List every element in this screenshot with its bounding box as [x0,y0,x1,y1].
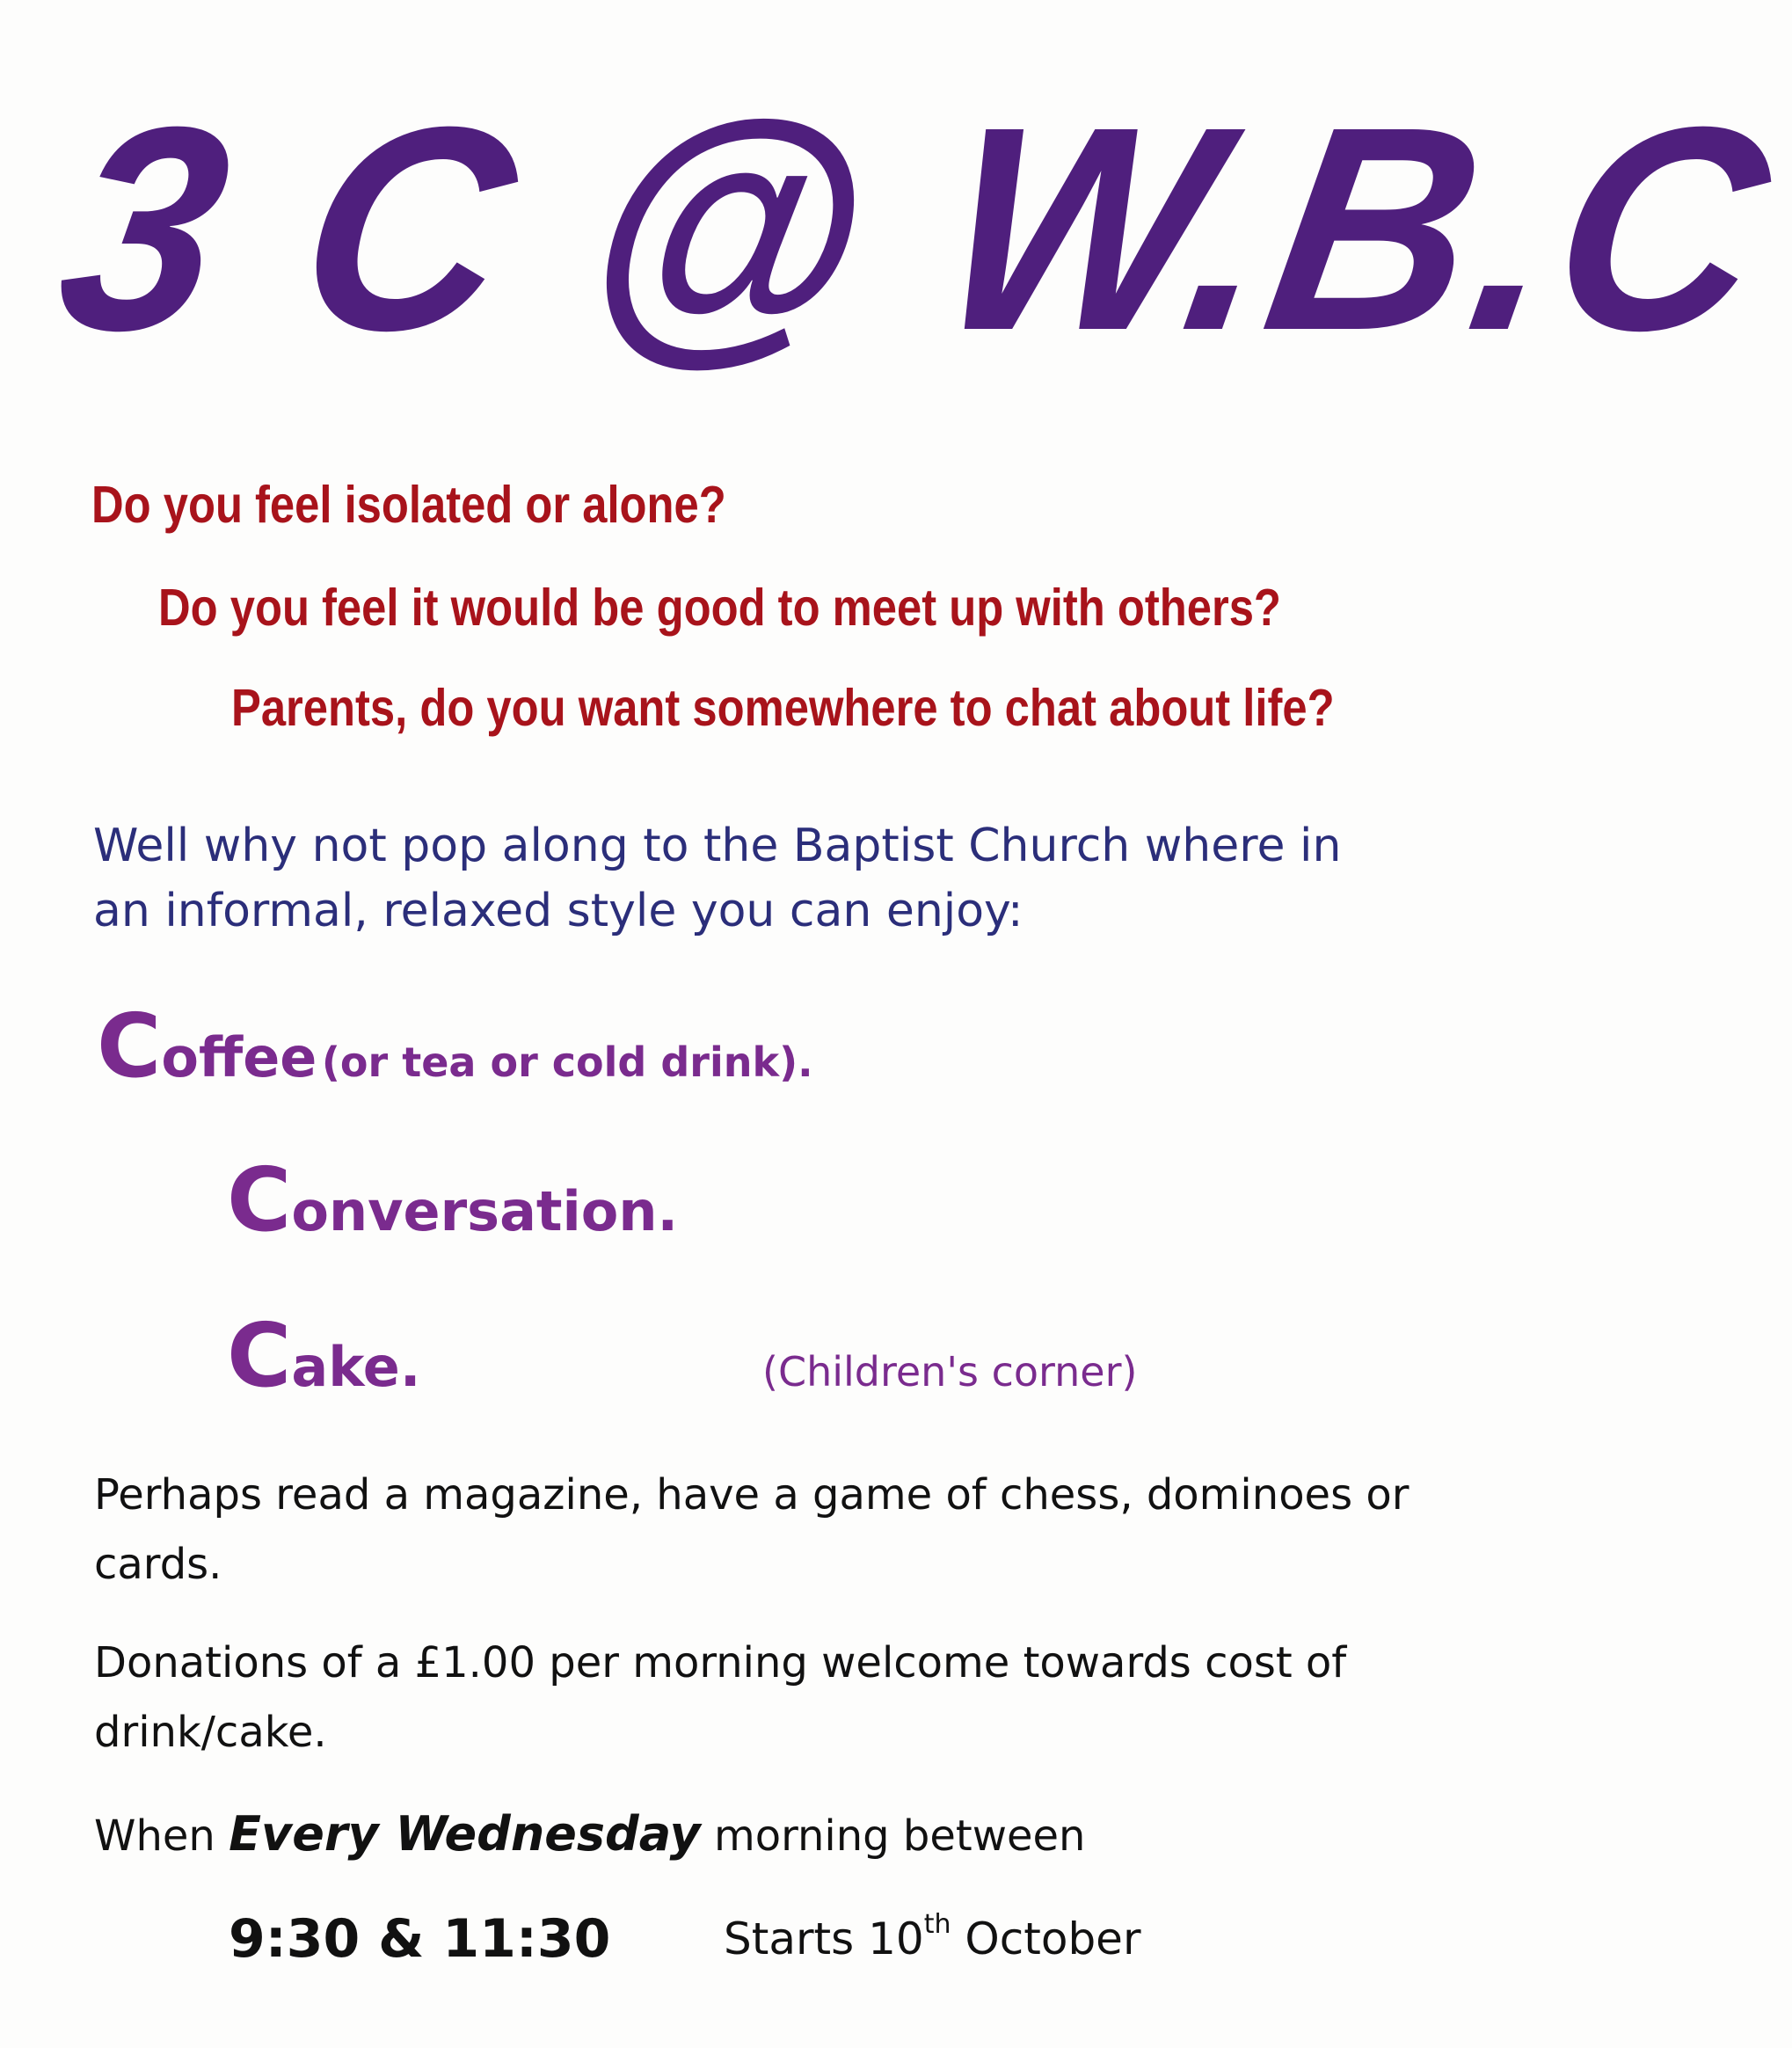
childrens-corner-note: (Children's corner) [762,1348,1138,1396]
intro-paragraph: Well why not pop along to the Baptist Church where in an informal, relaxed style you can enjoy: [93,820,1342,937]
conversation-line [227,1148,679,1251]
coffee-note: (or tea or cold drink). [321,1039,813,1086]
session-time: 9:30 & 11:30 [229,1908,611,1970]
coffee-rest: offee [161,1025,317,1090]
when-prefix: When [94,1811,215,1861]
start-date-suffix-sup: th [923,1909,951,1940]
when-line [94,1799,1413,1871]
question-meet-others: Do you feel it would be good to meet up with others? [158,579,1281,637]
donations-paragraph: Donations of a £1.00 per morning welcome towards cost of drink/cake. [94,1638,1347,1757]
conversation-rest: onversation. [291,1179,679,1243]
coffee-initial: C [97,995,162,1097]
coffee-line [97,995,813,1097]
start-date-prefix: Starts 10 [724,1913,924,1964]
when-emphasis: Every Wednesday [229,1806,701,1862]
conversation-initial: C [227,1148,292,1251]
start-date-month: October [965,1913,1141,1964]
when-suffix: morning between [713,1811,1086,1861]
question-parents: Parents, do you want somewhere to chat about life? [231,679,1335,737]
cake-rest: ake. [291,1335,421,1399]
cake-initial: C [227,1304,292,1407]
cake-line [227,1304,421,1407]
question-isolated: Do you feel isolated or alone? [91,476,726,534]
start-date [724,1909,1141,1964]
flyer-title: 3 C @ W.B.C [40,66,1792,390]
activities-paragraph: Perhaps read a magazine, have a game of chess, dominoes or cards. [94,1470,1410,1589]
